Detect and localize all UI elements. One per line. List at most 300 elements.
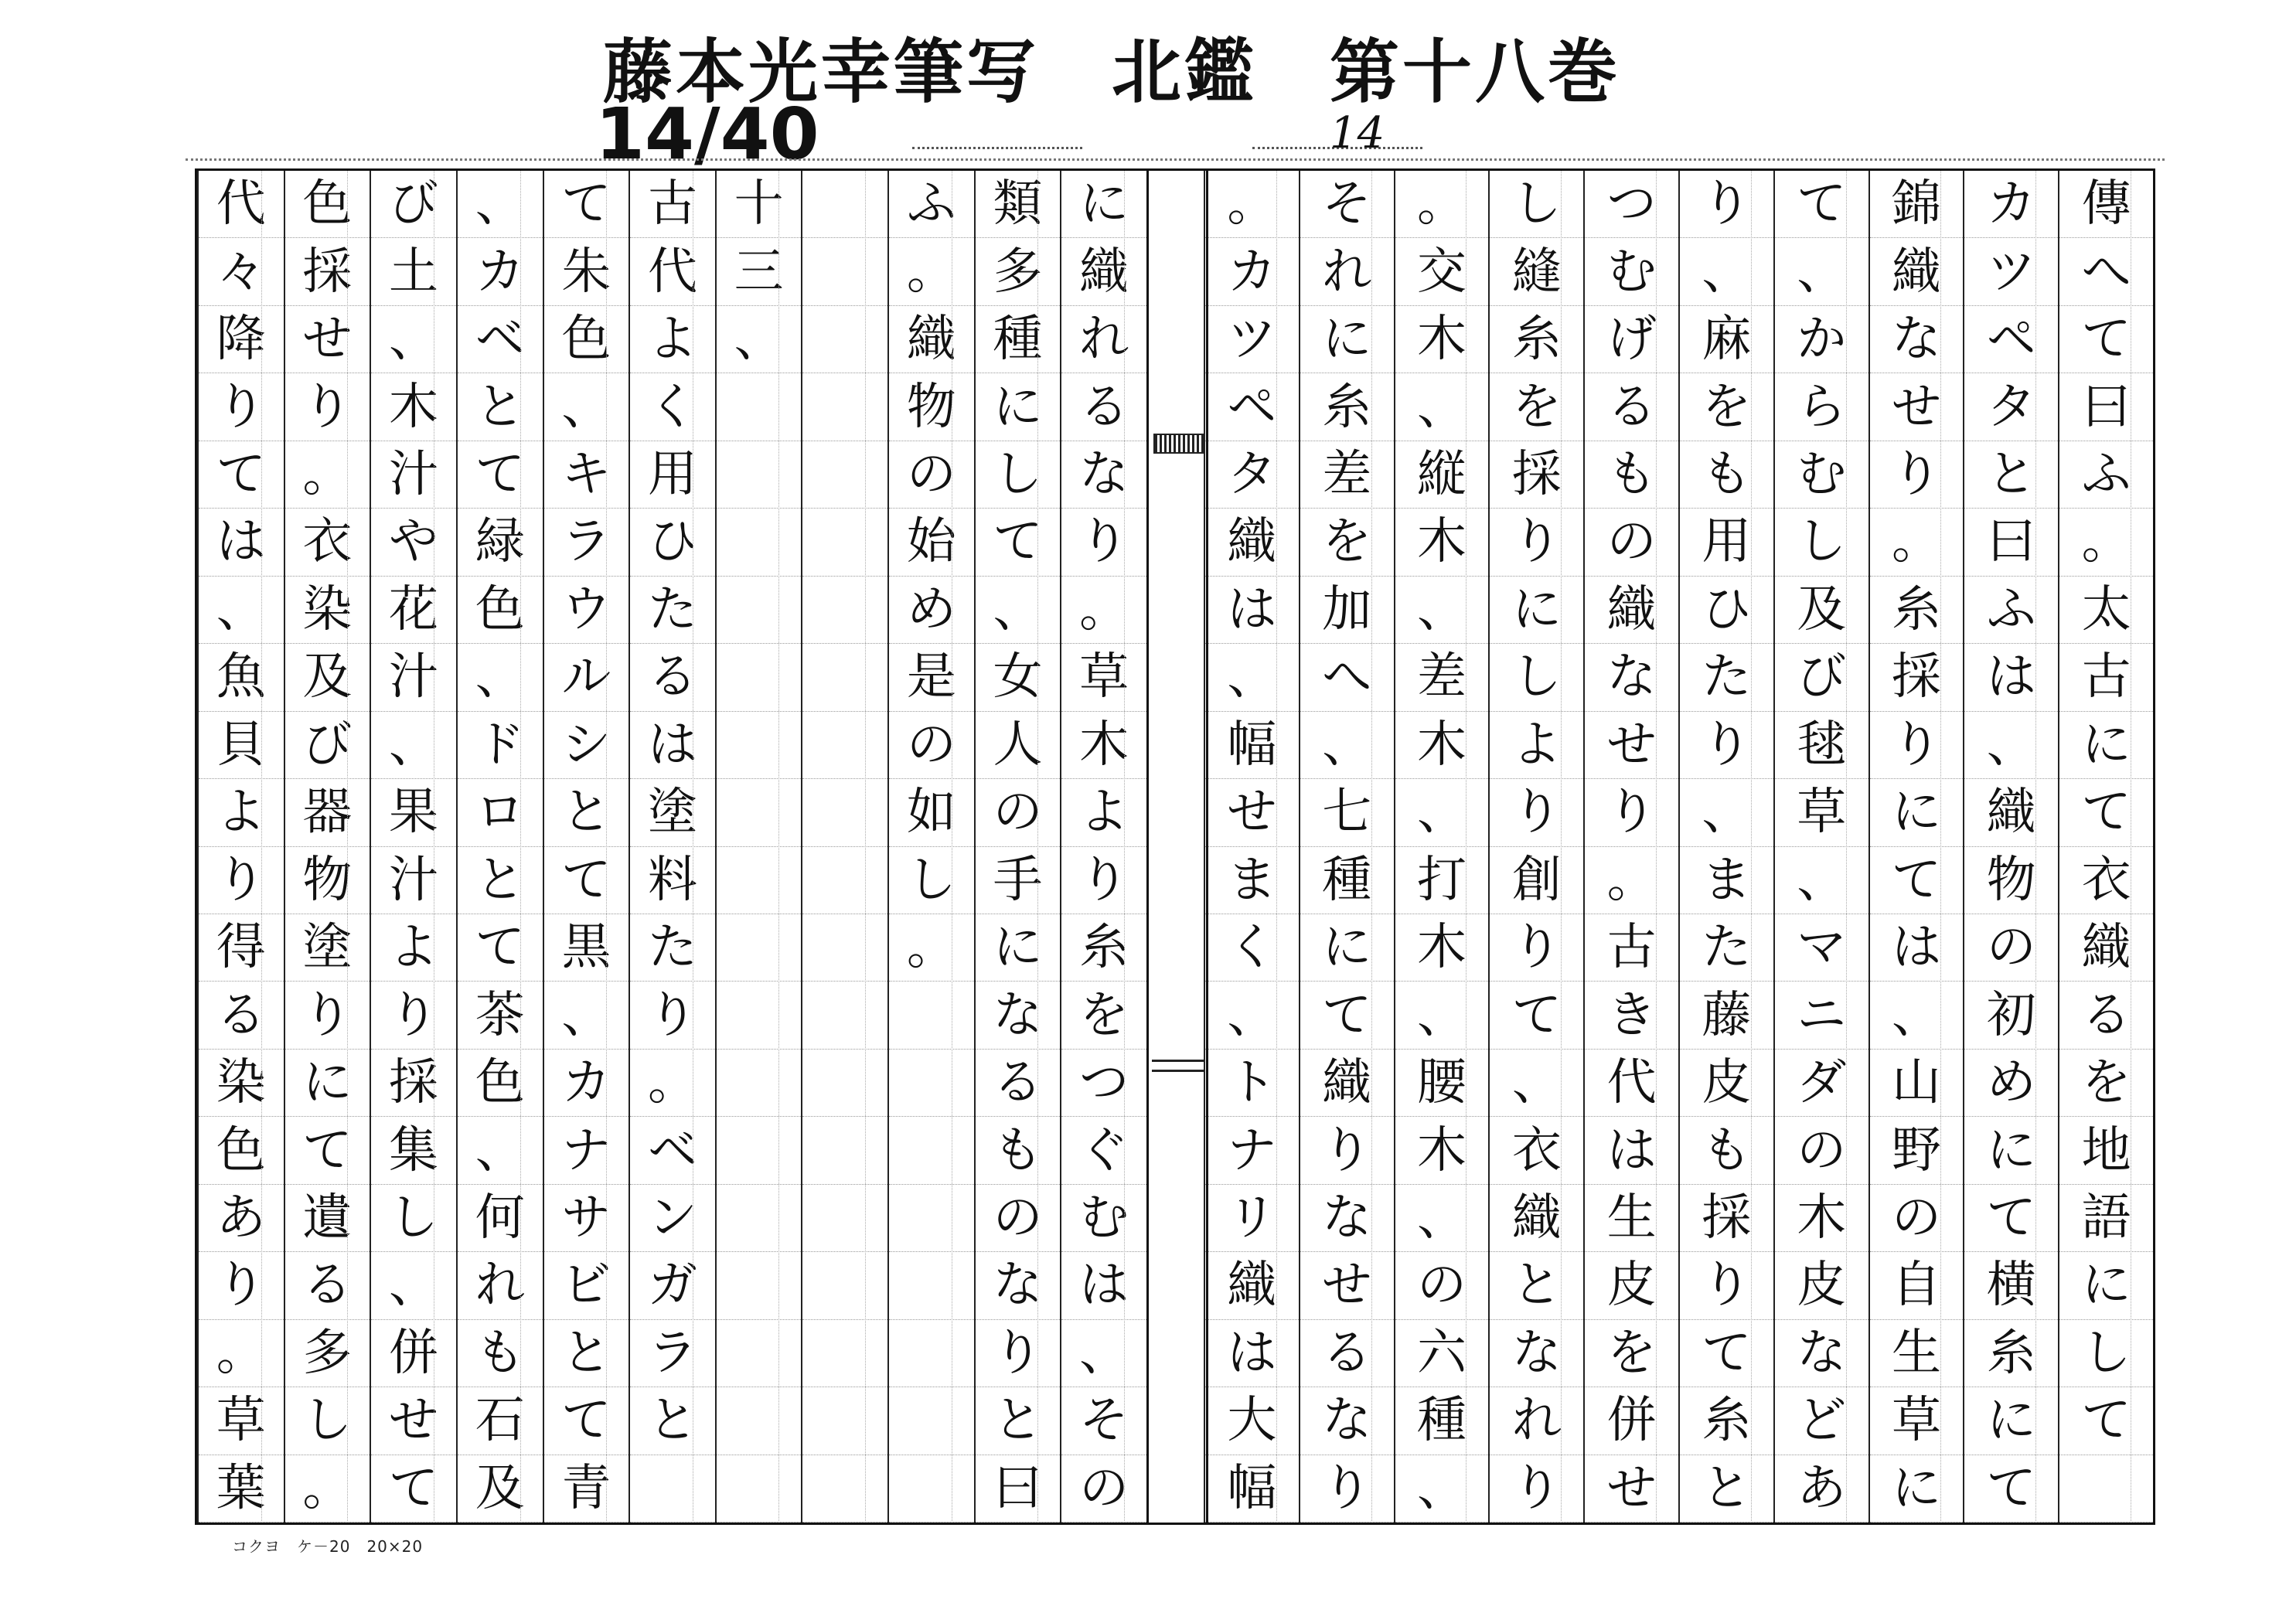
header-dotted-line <box>912 147 1082 149</box>
manuscript-cell: 、 <box>1395 982 1489 1049</box>
manuscript-cell: 多 <box>976 238 1061 305</box>
manuscript-cell: ベ <box>630 1117 715 1184</box>
manuscript-cell: 貝 <box>199 712 284 779</box>
manuscript-cell: り <box>199 373 284 441</box>
manuscript-cell: に <box>285 1050 370 1117</box>
manuscript-cell: 併 <box>371 1320 456 1387</box>
manuscript-cell: ガ <box>630 1252 715 1319</box>
manuscript-cell: 交 <box>1395 238 1489 305</box>
ruby-guide <box>1124 171 1145 1523</box>
manuscript-cell: の <box>889 441 974 509</box>
manuscript-cell: の <box>1964 914 2058 982</box>
manuscript-cell: 、 <box>1395 1455 1489 1523</box>
manuscript-cell: に <box>1870 1455 1964 1523</box>
manuscript-cell: 三 <box>717 238 802 305</box>
manuscript-cell: ふ <box>889 171 974 238</box>
manuscript-cell: と <box>458 373 543 441</box>
manuscript-cell: 採 <box>1680 1185 1773 1252</box>
manuscript-cell: 青 <box>544 1455 629 1523</box>
manuscript-cell: 、 <box>371 1252 456 1319</box>
manuscript-cell: 、 <box>544 373 629 441</box>
manuscript-cell: く <box>1205 914 1299 982</box>
manuscript-cell: 加 <box>1300 577 1394 644</box>
manuscript-cell: 代 <box>1585 1050 1678 1117</box>
ruby-guide <box>261 171 282 1523</box>
manuscript-cell: 皮 <box>1680 1050 1773 1117</box>
manuscript-cell: 織 <box>889 306 974 373</box>
manuscript-cell: の <box>976 779 1061 846</box>
top-dotted-rule <box>186 158 2165 161</box>
manuscript-cell: は <box>1964 644 2058 711</box>
manuscript-cell: て <box>285 1117 370 1184</box>
manuscript-cell: 用 <box>1680 509 1773 576</box>
manuscript-cell: り <box>285 982 370 1049</box>
manuscript-cell: 併 <box>1585 1387 1678 1455</box>
manuscript-cell: の <box>1061 1455 1146 1523</box>
manuscript-cell: び <box>285 712 370 779</box>
manuscript-cell: に <box>1964 1117 2058 1184</box>
manuscript-cell: カ <box>544 1050 629 1117</box>
manuscript-cell: 織 <box>1964 779 2058 846</box>
manuscript-cell: 木 <box>1061 712 1146 779</box>
manuscript-cell: り <box>199 1252 284 1319</box>
manuscript-cell: 十 <box>717 171 802 238</box>
manuscript-cell: れ <box>1490 1387 1583 1455</box>
manuscript-cell: 、 <box>1680 779 1773 846</box>
manuscript-cell: れ <box>1300 238 1394 305</box>
manuscript-cell: ツ <box>1964 238 2058 305</box>
manuscript-cell: 曰 <box>1964 509 2058 576</box>
manuscript-column <box>1204 171 1299 1523</box>
manuscript-cell: よ <box>371 914 456 982</box>
manuscript-cell: ツ <box>1205 306 1299 373</box>
manuscript-cell: 、 <box>544 982 629 1049</box>
manuscript-cell: は <box>1061 1252 1146 1319</box>
manuscript-cell: に <box>1300 914 1394 982</box>
manuscript-cell: 糸 <box>1680 1387 1773 1455</box>
manuscript-cell: に <box>976 373 1061 441</box>
manuscript-cell: ふ <box>2059 441 2153 509</box>
ruby-guide <box>347 171 368 1523</box>
manuscript-column <box>370 171 456 1523</box>
manuscript-cell: 木 <box>1395 509 1489 576</box>
manuscript-cell: 汁 <box>371 847 456 914</box>
manuscript-cell: 腰 <box>1395 1050 1489 1117</box>
manuscript-cell: て <box>1680 1320 1773 1387</box>
manuscript-cell: 曰 <box>2059 373 2153 441</box>
manuscript-cell: も <box>1585 441 1678 509</box>
manuscript-cell: る <box>630 644 715 711</box>
manuscript-gutter <box>1146 171 1208 1523</box>
manuscript-cell: 差 <box>1300 441 1394 509</box>
manuscript-cell: 古 <box>630 171 715 238</box>
manuscript-cell: 緑 <box>458 509 543 576</box>
manuscript-cell: 七 <box>1300 779 1394 846</box>
manuscript-cell: ナ <box>1205 1117 1299 1184</box>
manuscript-cell: り <box>1680 1252 1773 1319</box>
manuscript-cell: と <box>544 779 629 846</box>
manuscript-cell: ド <box>458 712 543 779</box>
manuscript-cell: 糸 <box>1490 306 1583 373</box>
manuscript-cell: 古 <box>2059 644 2153 711</box>
manuscript-cell: た <box>630 914 715 982</box>
manuscript-cell: 塗 <box>285 914 370 982</box>
manuscript-cell: し <box>889 847 974 914</box>
manuscript-cell: 、 <box>1061 1320 1146 1387</box>
manuscript-cell: 織 <box>1205 1252 1299 1319</box>
manuscript-cell: 葉 <box>199 1455 284 1523</box>
manuscript-cell: 、 <box>1300 712 1394 779</box>
manuscript-cell: せ <box>371 1387 456 1455</box>
manuscript-cell: 、 <box>1205 982 1299 1049</box>
manuscript-cell: 汁 <box>371 441 456 509</box>
manuscript-column <box>1394 171 1489 1523</box>
manuscript-cell: つ <box>1061 1050 1146 1117</box>
manuscript-cell: る <box>1300 1320 1394 1387</box>
manuscript-cell: 織 <box>1205 509 1299 576</box>
manuscript-cell: り <box>199 847 284 914</box>
manuscript-cell: と <box>1964 441 2058 509</box>
ruby-guide <box>952 171 973 1523</box>
manuscript-cell: 、 <box>1395 577 1489 644</box>
manuscript-cell: 、 <box>1490 1050 1583 1117</box>
manuscript-cell: 果 <box>371 779 456 846</box>
ruby-guide <box>2131 171 2151 1523</box>
manuscript-cell: な <box>1870 306 1964 373</box>
manuscript-cell: 茶 <box>458 982 543 1049</box>
manuscript-cell: る <box>976 1050 1061 1117</box>
manuscript-cell: そ <box>1061 1387 1146 1455</box>
manuscript-cell: 汁 <box>371 644 456 711</box>
manuscript-cell: 花 <box>371 577 456 644</box>
ruby-guide <box>1846 171 1867 1523</box>
manuscript-cell: 色 <box>458 577 543 644</box>
manuscript-cell: へ <box>2059 238 2153 305</box>
ruby-guide <box>2035 171 2056 1523</box>
page-count: 14/40 <box>595 93 819 175</box>
manuscript-cell: の <box>976 1185 1061 1252</box>
manuscript-cell: ど <box>1775 1387 1868 1455</box>
manuscript-cell: 始 <box>889 509 974 576</box>
ruby-guide <box>1751 171 1772 1523</box>
manuscript-cell: と <box>458 847 543 914</box>
manuscript-cell: の <box>1395 1252 1489 1319</box>
manuscript-cell: を <box>1680 373 1773 441</box>
manuscript-cell: 衣 <box>285 509 370 576</box>
manuscript-cell: 染 <box>199 1050 284 1117</box>
manuscript-cell: ニ <box>1775 982 1868 1049</box>
manuscript-cell: ル <box>544 644 629 711</box>
manuscript-cell: て <box>1870 847 1964 914</box>
manuscript-cell: 、 <box>371 712 456 779</box>
manuscript-cell: せ <box>1585 712 1678 779</box>
manuscript-cell: ペ <box>1964 306 2058 373</box>
manuscript-cell: 如 <box>889 779 974 846</box>
manuscript-cell: 藤 <box>1680 982 1773 1049</box>
manuscript-cell: 打 <box>1395 847 1489 914</box>
manuscript-cell: 曰 <box>976 1455 1061 1523</box>
page-number: 14 <box>1330 108 1385 158</box>
manuscript-cell: 色 <box>544 306 629 373</box>
document-title: 藤本光幸筆写 北鑑 第十八巻 <box>603 32 1620 113</box>
manuscript-cell: も <box>1680 1117 1773 1184</box>
manuscript-cell: 人 <box>976 712 1061 779</box>
manuscript-cell: と <box>544 1320 629 1387</box>
manuscript-cell: 。 <box>630 1050 715 1117</box>
manuscript-cell: て <box>544 1387 629 1455</box>
manuscript-cell: 。 <box>889 238 974 305</box>
manuscript-column <box>801 171 887 1523</box>
manuscript-cell: た <box>1680 644 1773 711</box>
manuscript-cell: よ <box>1061 779 1146 846</box>
manuscript-cell: る <box>1585 373 1678 441</box>
manuscript-cell: び <box>1775 644 1868 711</box>
manuscript-cell: 、 <box>976 577 1061 644</box>
manuscript-cell: り <box>1870 441 1964 509</box>
manuscript-cell: 、 <box>1680 238 1773 305</box>
manuscript-cell: 野 <box>1870 1117 1964 1184</box>
manuscript-column <box>1678 171 1773 1523</box>
ruby-guide <box>434 171 455 1523</box>
manuscript-cell: ベ <box>458 306 543 373</box>
manuscript-cell: 傳 <box>2059 171 2153 238</box>
manuscript-cell: 麻 <box>1680 306 1773 373</box>
manuscript-cell: 染 <box>285 577 370 644</box>
manuscript-cell: 衣 <box>2059 847 2153 914</box>
manuscript-cell: て <box>371 1455 456 1523</box>
manuscript-cell: な <box>1490 1320 1583 1387</box>
manuscript-cell: て <box>199 441 284 509</box>
manuscript-cell: よ <box>199 779 284 846</box>
manuscript-cell: 。 <box>1870 509 1964 576</box>
manuscript-cell: れ <box>1061 306 1146 373</box>
manuscript-cell: 物 <box>889 373 974 441</box>
manuscript-cell: 多 <box>285 1320 370 1387</box>
manuscript-cell: り <box>1061 847 1146 914</box>
manuscript-cell: 土 <box>371 238 456 305</box>
manuscript-column <box>629 171 715 1523</box>
manuscript-cell: し <box>1490 644 1583 711</box>
manuscript-column <box>543 171 629 1523</box>
manuscript-cell: を <box>1300 509 1394 576</box>
manuscript-cell: ン <box>630 1185 715 1252</box>
manuscript-cell: を <box>2059 1050 2153 1117</box>
manuscript-cell: 。 <box>2059 509 2153 576</box>
manuscript-cell: し <box>1490 171 1583 238</box>
ruby-guide <box>1037 171 1058 1523</box>
manuscript-cell: よ <box>1490 712 1583 779</box>
manuscript-cell: ひ <box>630 509 715 576</box>
manuscript-cell: 塗 <box>630 779 715 846</box>
manuscript-cell: む <box>1585 238 1678 305</box>
manuscript-cell: タ <box>1205 441 1299 509</box>
manuscript-cell: に <box>2059 712 2153 779</box>
manuscript-cell: 織 <box>1870 238 1964 305</box>
manuscript-column <box>456 171 543 1523</box>
manuscript-cell: 初 <box>1964 982 2058 1049</box>
manuscript-cell: 錦 <box>1870 171 1964 238</box>
manuscript-cell: な <box>1585 644 1678 711</box>
manuscript-cell: ナ <box>544 1117 629 1184</box>
manuscript-cell: て <box>544 171 629 238</box>
manuscript-column <box>1299 171 1394 1523</box>
manuscript-cell: 皮 <box>1775 1252 1868 1319</box>
manuscript-column <box>197 171 284 1523</box>
manuscript-cell: た <box>1680 914 1773 982</box>
manuscript-cell: ひ <box>1680 577 1773 644</box>
manuscript-cell: 、 <box>1395 373 1489 441</box>
manuscript-cell: な <box>1775 1320 1868 1387</box>
manuscript-cell: て <box>1964 1455 2058 1523</box>
manuscript-cell: か <box>1775 306 1868 373</box>
manuscript-cell: 種 <box>1395 1387 1489 1455</box>
manuscript-cell: 木 <box>1395 914 1489 982</box>
manuscript-cell: 。 <box>1395 171 1489 238</box>
manuscript-cell: も <box>1680 441 1773 509</box>
manuscript-cell: て <box>2059 1387 2153 1455</box>
manuscript-cell: を <box>1061 982 1146 1049</box>
manuscript-cell: の <box>889 712 974 779</box>
manuscript-cell: せ <box>1300 1252 1394 1319</box>
manuscript-cell: は <box>1205 577 1299 644</box>
manuscript-cell: 大 <box>1205 1387 1299 1455</box>
manuscript-cell: て <box>544 847 629 914</box>
manuscript-cell: り <box>1680 712 1773 779</box>
manuscript-cell: 是 <box>889 644 974 711</box>
manuscript-cell: 用 <box>630 441 715 509</box>
manuscript-cell: に <box>976 914 1061 982</box>
manuscript-cell: 草 <box>1061 644 1146 711</box>
manuscript-cell: と <box>630 1387 715 1455</box>
manuscript-cell: 。 <box>889 914 974 982</box>
manuscript-cell: 色 <box>285 171 370 238</box>
manuscript-cell: 種 <box>976 306 1061 373</box>
manuscript-cell: り <box>1680 171 1773 238</box>
manuscript-cell: 代 <box>630 238 715 305</box>
manuscript-cell: 。 <box>199 1320 284 1387</box>
manuscript-cell: マ <box>1775 914 1868 982</box>
manuscript-cell: そ <box>1300 171 1394 238</box>
ruby-guide <box>1276 171 1297 1523</box>
manuscript-cell: 毬 <box>1775 712 1868 779</box>
manuscript-cell: ビ <box>544 1252 629 1319</box>
manuscript-cell: サ <box>544 1185 629 1252</box>
manuscript-cell: 、 <box>1964 712 2058 779</box>
manuscript-cell: 類 <box>976 171 1061 238</box>
manuscript-cell: り <box>1490 1455 1583 1523</box>
ruby-guide <box>1561 171 1582 1523</box>
manuscript-cell: よ <box>630 306 715 373</box>
manuscript-cell: 及 <box>458 1455 543 1523</box>
manuscript-cell: 石 <box>458 1387 543 1455</box>
manuscript-cell: る <box>1061 373 1146 441</box>
manuscript-cell: り <box>1300 1117 1394 1184</box>
manuscript-cell: 、 <box>458 1117 543 1184</box>
manuscript-cell: 、 <box>717 306 802 373</box>
manuscript-cell: ぐ <box>1061 1117 1146 1184</box>
manuscript-cell: 草 <box>1870 1387 1964 1455</box>
manuscript-cell: む <box>1775 441 1868 509</box>
manuscript-cell: り <box>1490 509 1583 576</box>
manuscript-cell: な <box>976 1252 1061 1319</box>
manuscript-cell: て <box>2059 779 2153 846</box>
manuscript-cell: 朱 <box>544 238 629 305</box>
manuscript-column <box>1488 171 1583 1523</box>
manuscript-cell: 織 <box>1490 1185 1583 1252</box>
manuscript-cell: 草 <box>1775 779 1868 846</box>
manuscript-cell: 得 <box>199 914 284 982</box>
manuscript-cell: ロ <box>458 779 543 846</box>
manuscript-cell: の <box>1775 1117 1868 1184</box>
manuscript-cell: げ <box>1585 306 1678 373</box>
manuscript-cell: び <box>371 171 456 238</box>
manuscript-cell: も <box>458 1320 543 1387</box>
manuscript-cell: 糸 <box>1300 373 1394 441</box>
manuscript-cell: 織 <box>1061 238 1146 305</box>
manuscript-cell: る <box>285 1252 370 1319</box>
manuscript-cell: り <box>371 982 456 1049</box>
manuscript-cell: り <box>1870 712 1964 779</box>
manuscript-cell: せ <box>1205 779 1299 846</box>
manuscript-cell: は <box>1870 914 1964 982</box>
manuscript-cell: 織 <box>1300 1050 1394 1117</box>
manuscript-cell: 衣 <box>1490 1117 1583 1184</box>
manuscript-cell: り <box>1490 779 1583 846</box>
manuscript-cell: 。 <box>1061 577 1146 644</box>
manuscript-cell: せ <box>1870 373 1964 441</box>
manuscript-cell: れ <box>458 1252 543 1319</box>
manuscript-cell: た <box>630 577 715 644</box>
gutter-mark <box>1152 1060 1204 1072</box>
manuscript-cell: し <box>1775 509 1868 576</box>
manuscript-cell: 器 <box>285 779 370 846</box>
manuscript-column <box>1868 171 1964 1523</box>
manuscript-cell: 生 <box>1870 1320 1964 1387</box>
manuscript-cell: 。 <box>1585 847 1678 914</box>
manuscript-cell: て <box>458 441 543 509</box>
manuscript-cell: 地 <box>2059 1117 2153 1184</box>
manuscript-cell: め <box>889 577 974 644</box>
manuscript-cell: 生 <box>1585 1185 1678 1252</box>
manuscript-cell: め <box>1964 1050 2058 1117</box>
manuscript-cell: 差 <box>1395 644 1489 711</box>
manuscript-cell: る <box>199 982 284 1049</box>
manuscript-cell: 、 <box>1870 982 1964 1049</box>
manuscript-cell: に <box>1870 779 1964 846</box>
manuscript-cell: 黒 <box>544 914 629 982</box>
manuscript-cell: 皮 <box>1585 1252 1678 1319</box>
manuscript-cell: 太 <box>2059 577 2153 644</box>
manuscript-column <box>284 171 370 1523</box>
manuscript-cell: り <box>630 982 715 1049</box>
manuscript-cell: 魚 <box>199 644 284 711</box>
manuscript-cell: は <box>199 509 284 576</box>
manuscript-cell: タ <box>1964 373 2058 441</box>
manuscript-cell: 々 <box>199 238 284 305</box>
manuscript-cell: 手 <box>976 847 1061 914</box>
manuscript-cell: 草 <box>199 1387 284 1455</box>
manuscript-column <box>1963 171 2058 1523</box>
manuscript-cell: 縦 <box>1395 441 1489 509</box>
manuscript-cell: 、 <box>199 577 284 644</box>
manuscript-cell: て <box>2059 306 2153 373</box>
manuscript-cell: な <box>1061 441 1146 509</box>
manuscript-cell: を <box>1585 1320 1678 1387</box>
manuscript-cell: ま <box>1680 847 1773 914</box>
manuscript-cell: 及 <box>285 644 370 711</box>
manuscript-cell: と <box>1490 1252 1583 1319</box>
manuscript-cell: 、 <box>1395 1185 1489 1252</box>
